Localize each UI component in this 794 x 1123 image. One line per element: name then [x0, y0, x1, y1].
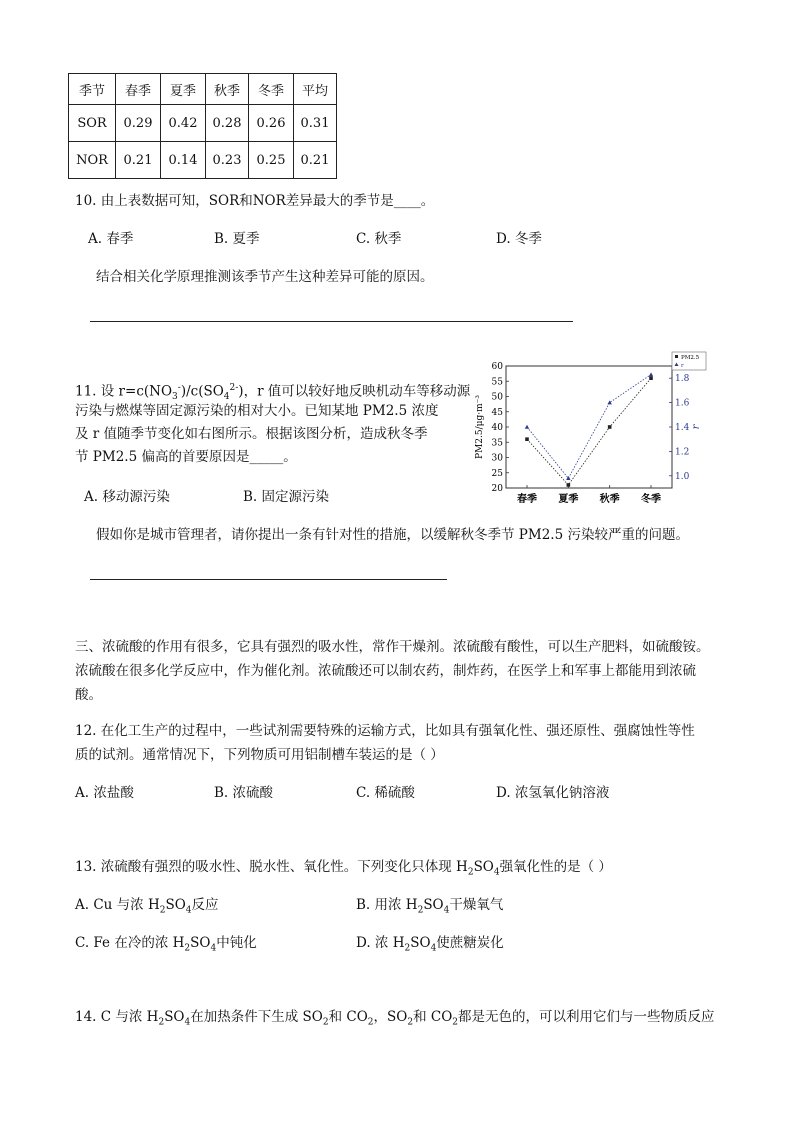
y-tick-label: 20	[491, 484, 503, 494]
x-tick-label: 夏季	[558, 494, 579, 505]
table-cell: 0.42	[161, 105, 206, 142]
q13-option-a[interactable]	[75, 895, 219, 921]
y-right-tick-label: 1.4	[675, 423, 690, 433]
section3-line-2: 浓硫酸在很多化学反应中，作为催化剂。浓硫酸还可以制农药，制炸药，在医学上和军事上都能用到浓硫	[75, 663, 696, 679]
q13-text: 使蔗糖炭化	[436, 935, 504, 951]
table-cell: NOR	[69, 142, 116, 179]
q10-option-c[interactable]: C. 秋季	[356, 231, 402, 247]
q14-text: 14. C 与浓 H	[75, 1009, 159, 1025]
q12-line-1: 12. 在化工生产的过程中，一些试剂需要特殊的运输方式，比如具有强氧化性、强还原性、强腐蚀性等性	[75, 723, 695, 739]
q13-sub: 4	[493, 867, 500, 878]
legend	[672, 352, 706, 370]
q11-option-a[interactable]: A. 移动源污染	[84, 489, 170, 505]
q12-option-c[interactable]: C. 稀硫酸	[356, 785, 415, 801]
q11-sub: 3	[172, 392, 178, 403]
q14-sub: 2	[158, 1017, 165, 1028]
q13-text: 中钝化	[216, 935, 257, 951]
y-right-tick-label: 1.2	[675, 447, 690, 458]
q13-text: B. 用浓 H	[356, 897, 418, 913]
y-tick-label: 60	[491, 362, 503, 372]
q10-option-d[interactable]: D. 冬季	[496, 231, 542, 247]
table-header-cell: 夏季	[161, 74, 206, 105]
q13-option-b[interactable]	[356, 895, 503, 921]
q13-sub: 4	[185, 905, 192, 916]
q13-sub: 4	[443, 905, 450, 916]
table-header-cell: 春季	[116, 74, 161, 105]
data-point	[567, 483, 571, 487]
table-header-cell: 平均	[294, 74, 337, 105]
q13-sub: 2	[404, 943, 411, 954]
table-header-cell: 秋季	[206, 74, 249, 105]
q11-option-b[interactable]: B. 固定源污染	[243, 489, 330, 505]
q14-text: 和 CO	[413, 1009, 453, 1025]
y-tick-label: 45	[491, 407, 503, 418]
q11-followup: 假如你是城市管理者，请你提出一条有针对性的措施，以缓解秋冬季节 PM2.5 污染较严重的问题。	[96, 527, 689, 543]
q13-text: SO	[165, 897, 186, 913]
x-tick-label: 冬季	[641, 494, 661, 505]
q11-sub: 4	[223, 392, 230, 403]
q13-text: 干燥氧气	[449, 897, 504, 913]
table-cell: 0.28	[206, 105, 249, 142]
q13-text: D. 浓 H	[356, 935, 405, 951]
q13-sub: 2	[159, 905, 166, 916]
q14-text: 和 CO	[328, 1009, 368, 1025]
table-header-row	[69, 74, 337, 105]
section3-line-3: 酸。	[75, 687, 102, 703]
table-cell: SOR	[69, 105, 116, 142]
y-tick-label: 25	[491, 468, 503, 479]
data-point	[607, 400, 611, 404]
table-header-cell: 冬季	[249, 74, 294, 105]
q10-option-a[interactable]: A. 春季	[88, 231, 134, 247]
q13-text: SO	[473, 859, 494, 875]
y-tick-label: 55	[491, 377, 503, 388]
x-tick-label: 秋季	[599, 494, 620, 505]
q13-text: 强氧化性的是（ ）	[499, 859, 612, 875]
table-row	[69, 142, 337, 179]
q12-option-b[interactable]: B. 浓硫酸	[214, 785, 274, 801]
q13-sub: 2	[467, 867, 474, 878]
q13-text: SO	[423, 897, 444, 913]
legend-label-r: r	[681, 363, 684, 369]
q11-line-3: 及 r 值随季节变化如右图所示。根据该图分析，造成秋冬季	[75, 426, 428, 442]
table-row	[69, 105, 337, 142]
q13-text: A. Cu 与浓 H	[75, 897, 160, 913]
data-point	[525, 425, 529, 429]
y-tick-label: 35	[491, 438, 503, 449]
q10-followup: 结合相关化学原理推测该季节产生这种差异可能的原因。	[96, 269, 434, 285]
y-tick-label: 40	[491, 423, 503, 433]
q14-sub: 2	[367, 1017, 374, 1028]
y-axis-right-label: r	[691, 424, 702, 430]
q14-text: ，SO	[373, 1009, 408, 1025]
q13-text: C. Fe 在冷的浓 H	[75, 935, 185, 951]
q14-sub: 2	[322, 1017, 329, 1028]
q13-option-d[interactable]	[356, 933, 504, 959]
y-tick-label: 50	[491, 392, 503, 403]
q13-sub: 2	[184, 943, 191, 954]
q11-answer-line[interactable]	[90, 579, 447, 580]
series-line-1	[527, 375, 651, 479]
data-point	[649, 372, 653, 376]
y-right-tick-label: 1.8	[675, 374, 690, 385]
q14-sub: 2	[452, 1017, 459, 1028]
q13-text: SO	[190, 935, 211, 951]
legend-marker-pm25	[675, 355, 678, 358]
season-table	[68, 73, 337, 179]
table-cell: 0.21	[294, 142, 337, 179]
q11-text: 11. 设 r=c(NO	[75, 383, 173, 400]
y-right-tick-label: 1.0	[675, 471, 690, 482]
q14-text: SO	[164, 1009, 185, 1025]
q11-sup: -	[177, 383, 181, 393]
q13-sub: 2	[417, 905, 424, 916]
q14-sub: 4	[184, 1017, 191, 1028]
q11-line-2: 污染与燃煤等固定源污染的相对大小。已知某地 PM2.5 浓度	[75, 403, 439, 419]
table-cell: 0.14	[161, 142, 206, 179]
q13-option-c[interactable]	[75, 933, 257, 959]
q12-option-a[interactable]: A. 浓盐酸	[75, 785, 134, 801]
q13-text: 13. 浓硫酸有强烈的吸水性、脱水性、氧化性。下列变化只体现 H	[75, 859, 468, 875]
q11-line-4: 节 PM2.5 偏高的首要原因是_____。	[75, 449, 297, 465]
y-tick-label: 30	[491, 453, 503, 464]
legend-label-pm25: PM2.5	[681, 355, 700, 361]
table-header-cell: 季节	[69, 74, 116, 105]
q12-line-2: 质的试剂。通常情况下，下列物质可用铝制槽车装运的是（ ）	[75, 747, 444, 763]
q14-stem	[75, 1007, 715, 1033]
plot-frame	[506, 366, 672, 488]
table-cell: 0.21	[116, 142, 161, 179]
pm25-r-chart	[470, 350, 710, 520]
q14-text: 都是无色的，可以利用它们与一些物质反应	[458, 1009, 715, 1025]
table-cell: 0.25	[249, 142, 294, 179]
data-point	[608, 425, 612, 429]
q10-option-b[interactable]: B. 夏季	[214, 231, 260, 247]
table-cell: 0.29	[116, 105, 161, 142]
table-cell: 0.23	[206, 142, 249, 179]
y-axis-label: PM2.5/μg·m⁻³	[475, 395, 485, 459]
series-line-0	[527, 378, 651, 485]
y-right-tick-label: 1.6	[675, 398, 690, 409]
q10-stem: 10. 由上表数据可知，SOR和NOR差异最大的季节是____。	[75, 193, 435, 209]
q13-sub: 4	[430, 943, 437, 954]
data-point	[525, 437, 529, 441]
table-cell: 0.26	[249, 105, 294, 142]
x-tick-label: 春季	[517, 494, 537, 505]
table-cell: 0.31	[294, 105, 337, 142]
q13-sub: 4	[210, 943, 217, 954]
q14-text: 在加热条件下生成 SO	[190, 1009, 323, 1025]
q13-stem	[75, 857, 612, 883]
q12-option-d[interactable]: D. 浓氢氧化钠溶液	[496, 785, 610, 801]
q13-text: 反应	[191, 897, 219, 913]
data-point	[649, 376, 653, 380]
q11-text: )，r 值可以较好地反映机动车等移动源	[238, 383, 471, 400]
q10-answer-line[interactable]	[90, 321, 573, 322]
q13-text: SO	[410, 935, 431, 951]
q14-sub: 2	[407, 1017, 414, 1028]
q11-text: )/c(SO	[180, 383, 224, 400]
series-group	[525, 372, 653, 486]
section3-line-1: 三、浓硫酸的作用有很多，它具有强烈的吸水性，常作干燥剂。浓硫酸有酸性，可以生产肥料，如硫酸铵。	[75, 639, 710, 655]
q11-sup: 2-	[229, 383, 239, 393]
